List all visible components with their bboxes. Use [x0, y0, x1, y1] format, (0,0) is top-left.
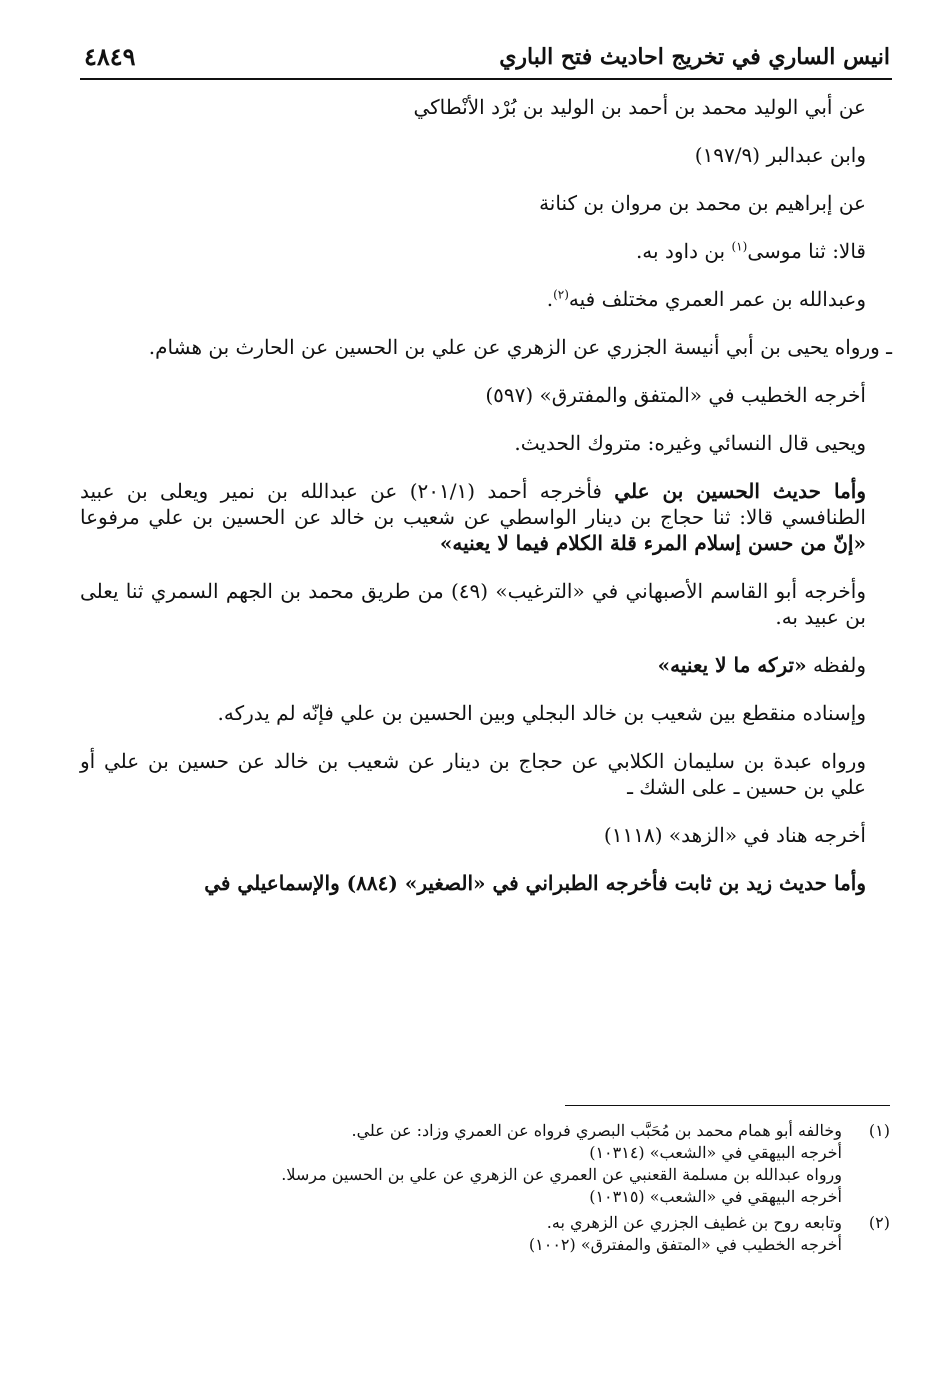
text-line: وإسناده منقطع بين شعيب بن خالد البجلي وبين الحسين بن علي فإنّه لم يدركه.	[217, 701, 866, 725]
footnote-divider	[565, 1105, 890, 1106]
text-line: أخرجه هناد في «الزهد» (١١١٨)	[603, 823, 866, 847]
footnote-line: وتابعه روح بن غطيف الجزري عن الزهري به.	[546, 1213, 842, 1232]
footnote-number: (١)	[868, 1121, 890, 1140]
paragraph	[80, 430, 892, 456]
text-line: وأخرجه أبو القاسم الأصبهاني في «الترغيب» (٤٩) من طريق محمد بن الجهم السمري ثنا يعلى بن عبيد به.	[80, 579, 867, 629]
paragraph	[80, 748, 892, 800]
paragraph	[80, 190, 892, 216]
footnote	[200, 1212, 890, 1256]
page-number: ٤٨٤٩	[84, 42, 136, 71]
hadith-quote: «إنّ من حسن إسلام المرء قلة الكلام فيما لا يعنيه»	[439, 531, 866, 555]
text-line: عن أبي الوليد محمد بن أحمد بن الوليد بن بُرْد الأنْطاكي	[413, 95, 866, 119]
book-title: انيس الساري في تخريج احاديث فتح الباري	[499, 44, 890, 70]
text-line: بن داود به.	[635, 239, 726, 263]
section-lead: وأما حديث زيد بن ثابت	[674, 871, 866, 895]
text-line: عن إبراهيم بن محمد بن مروان بن كنانة	[539, 191, 866, 215]
paragraph	[80, 700, 892, 726]
footnote-ref[interactable]: (٢)	[553, 287, 569, 302]
paragraph	[80, 870, 892, 896]
text-line: وابن عبدالبر (١٩٧/٩)	[694, 143, 866, 167]
text-line: .	[546, 287, 554, 311]
section-lead: وأما حديث الحسين بن علي	[614, 479, 866, 503]
paragraph	[80, 652, 892, 678]
footnote-number: (٢)	[868, 1213, 890, 1232]
text-line: أخرجه الخطيب في «المتفق والمفترق» (٥٩٧)	[485, 383, 866, 407]
paragraph	[80, 94, 892, 120]
text-line: ولفظه	[806, 653, 866, 677]
paragraph	[80, 142, 892, 168]
footnote-line: أخرجه الخطيب في «المتفق والمفترق» (١٠٠٢)	[528, 1235, 842, 1254]
text-line: فأخرجه أحمد (٢٠١/١) عن عبدالله بن نمير ويعلى بن عبيد الطنافسي قالا: ثنا حجاج بن دينار الواسطي عن شعيب بن خالد عن الحسين بن علي مرفوعا	[80, 479, 866, 529]
paragraph	[80, 382, 892, 408]
text-line: ـ ورواه يحيى بن أبي أنيسة الجزري عن الزهري عن علي بن الحسين عن الحارث بن هشام.	[148, 335, 892, 359]
running-header	[80, 38, 892, 80]
footnote-line: ورواه عبدالله بن مسلمة القعنبي عن العمري عن الزهري عن علي بن الحسين مرسلا.	[281, 1165, 842, 1184]
text-line: ويحيى قال النسائي وغيره: متروك الحديث.	[514, 431, 866, 455]
paragraph	[80, 578, 892, 630]
text-line: فأخرجه الطبراني في «الصغير» (٨٨٤) والإسماعيلي في	[204, 871, 675, 895]
footnote-line: وخالفه أبو همام محمد بن مُحَبَّب البصري فرواه عن العمري وزاد: عن علي.	[351, 1121, 842, 1140]
text-line: وعبدالله بن عمر العمري مختلف فيه	[568, 287, 866, 311]
footnote	[200, 1120, 890, 1208]
footnote-line: أخرجه البيهقي في «الشعب» (١٠٣١٤)	[589, 1143, 842, 1162]
hadith-quote: «تركه ما لا يعنيه»	[657, 653, 807, 677]
paragraph	[80, 334, 892, 360]
paragraph	[80, 822, 892, 848]
paragraph	[80, 478, 892, 556]
main-text	[80, 94, 892, 918]
text-line: ورواه عبدة بن سليمان الكلابي عن حجاج بن دينار عن شعيب بن خالد عن حسين بن علي أو علي بن حسين ـ على الشك ـ	[80, 749, 866, 799]
footnotes	[200, 1120, 890, 1260]
text-line: قالا: ثنا موسى	[747, 239, 866, 263]
paragraph	[80, 286, 892, 312]
footnote-ref[interactable]: (١)	[731, 239, 748, 254]
paragraph	[80, 238, 892, 264]
footnote-line: أخرجه البيهقي في «الشعب» (١٠٣١٥)	[589, 1187, 842, 1206]
